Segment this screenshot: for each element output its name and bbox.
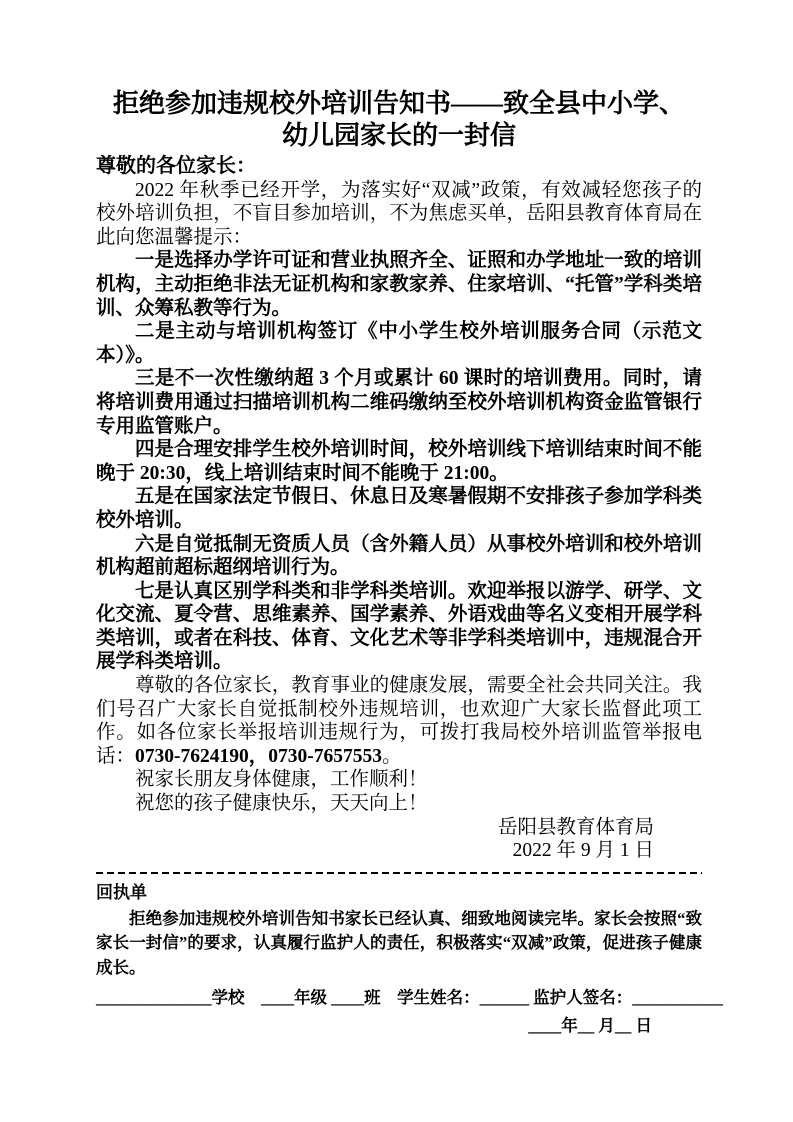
document-title-line2: 幼儿园家长的一封信 <box>281 121 516 150</box>
hotline-phone-numbers: 0730-7624190，0730-7657553 <box>135 745 383 767</box>
receipt-date-line: ____年__ 月__ 日 <box>528 1016 652 1036</box>
paragraph-item-6: 六是自觉抵制无资质人员（含外籍人员）从事校外培训和校外培训机构超前超标超纲培训行为。 <box>96 533 702 579</box>
signature-org: 岳阳县教育体育局 <box>497 816 654 838</box>
paragraph-item-1: 一是选择办学许可证和营业执照齐全、证照和办学地址一致的培训机构，主动拒绝非法无证机构和家教家养、住家培训、“托管”学科类培训、众筹私教等行为。 <box>96 250 702 319</box>
document-title <box>96 88 702 152</box>
receipt-form-line: ______________学校 ____年级 ____班 学生姓名：______ 监护人签名：___________ <box>96 988 723 1008</box>
dashed-divider <box>96 872 702 874</box>
paragraph-wish-children: 祝您的孩子健康快乐，天天向上！ <box>135 793 428 815</box>
paragraph-item-2: 二是主动与培训机构签订《中小学生校外培训服务合同（示范文本）》。 <box>96 321 702 366</box>
closing-text-end: 。 <box>382 745 402 767</box>
paragraph-wish-parents: 祝家长朋友身体健康，工作顺利！ <box>135 769 428 791</box>
paragraph-intro: 2022 年秋季已经开学，为落实好“双减”政策，有效减轻您孩子的校外培训负担，不盲目参加培训，不为焦虑买单，岳阳县教育体育局在此向您温馨提示： <box>96 179 702 248</box>
paragraph-item-5: 五是在国家法定节假日、休息日及寒暑假期不安排孩子参加学科类校外培训。 <box>96 486 702 531</box>
paragraph-closing <box>96 674 702 768</box>
signature-date: 2022 年 9 月 1 日 <box>512 840 654 862</box>
paragraph-item-7: 七是认真区别学科类和非学科类培训。欢迎举报以游学、研学、文化交流、夏令营、思维素养、国学素养、外语戏曲等名义变相开展学科类培训，或者在科技、体育、文化艺术等非学科类培训中，违规混合开展学科类培训。 <box>96 580 702 673</box>
closing-text: 尊敬的各位家长，教育事业的健康发展，需要全社会共同关注。我们号召广大家长自觉抵制校外违规培训，也欢迎广大家长监督此项工作。如各位家长举报培训违规行为，可拨打我局校外培训监管举报电话： <box>96 675 702 767</box>
receipt-heading: 回执单 <box>96 882 147 902</box>
paragraph-item-4: 四是合理安排学生校外培训时间，校外培训线下培训结束时间不能晚于 20:30，线上培训结束时间不能晚于 21:00。 <box>96 439 702 484</box>
document-content <box>96 88 723 1038</box>
receipt-body: 拒绝参加违规校外培训告知书家长已经认真、细致地阅读完毕。家长会按照“致家长一封信”的要求，认真履行监护人的责任，积极落实“双减”政策，促进孩子健康成长。 <box>96 908 702 977</box>
salutation: 尊敬的各位家长： <box>96 155 256 177</box>
paragraph-item-3: 三是不一次性缴纳超 3 个月或累计 60 课时的培训费用。同时，请将培训费用通过扫描培训机构二维码缴纳至校外培训机构资金监管银行专用监管账户。 <box>96 368 702 437</box>
document-title-line1: 拒绝参加违规校外培训告知书——致全县中小学、 <box>112 89 685 118</box>
